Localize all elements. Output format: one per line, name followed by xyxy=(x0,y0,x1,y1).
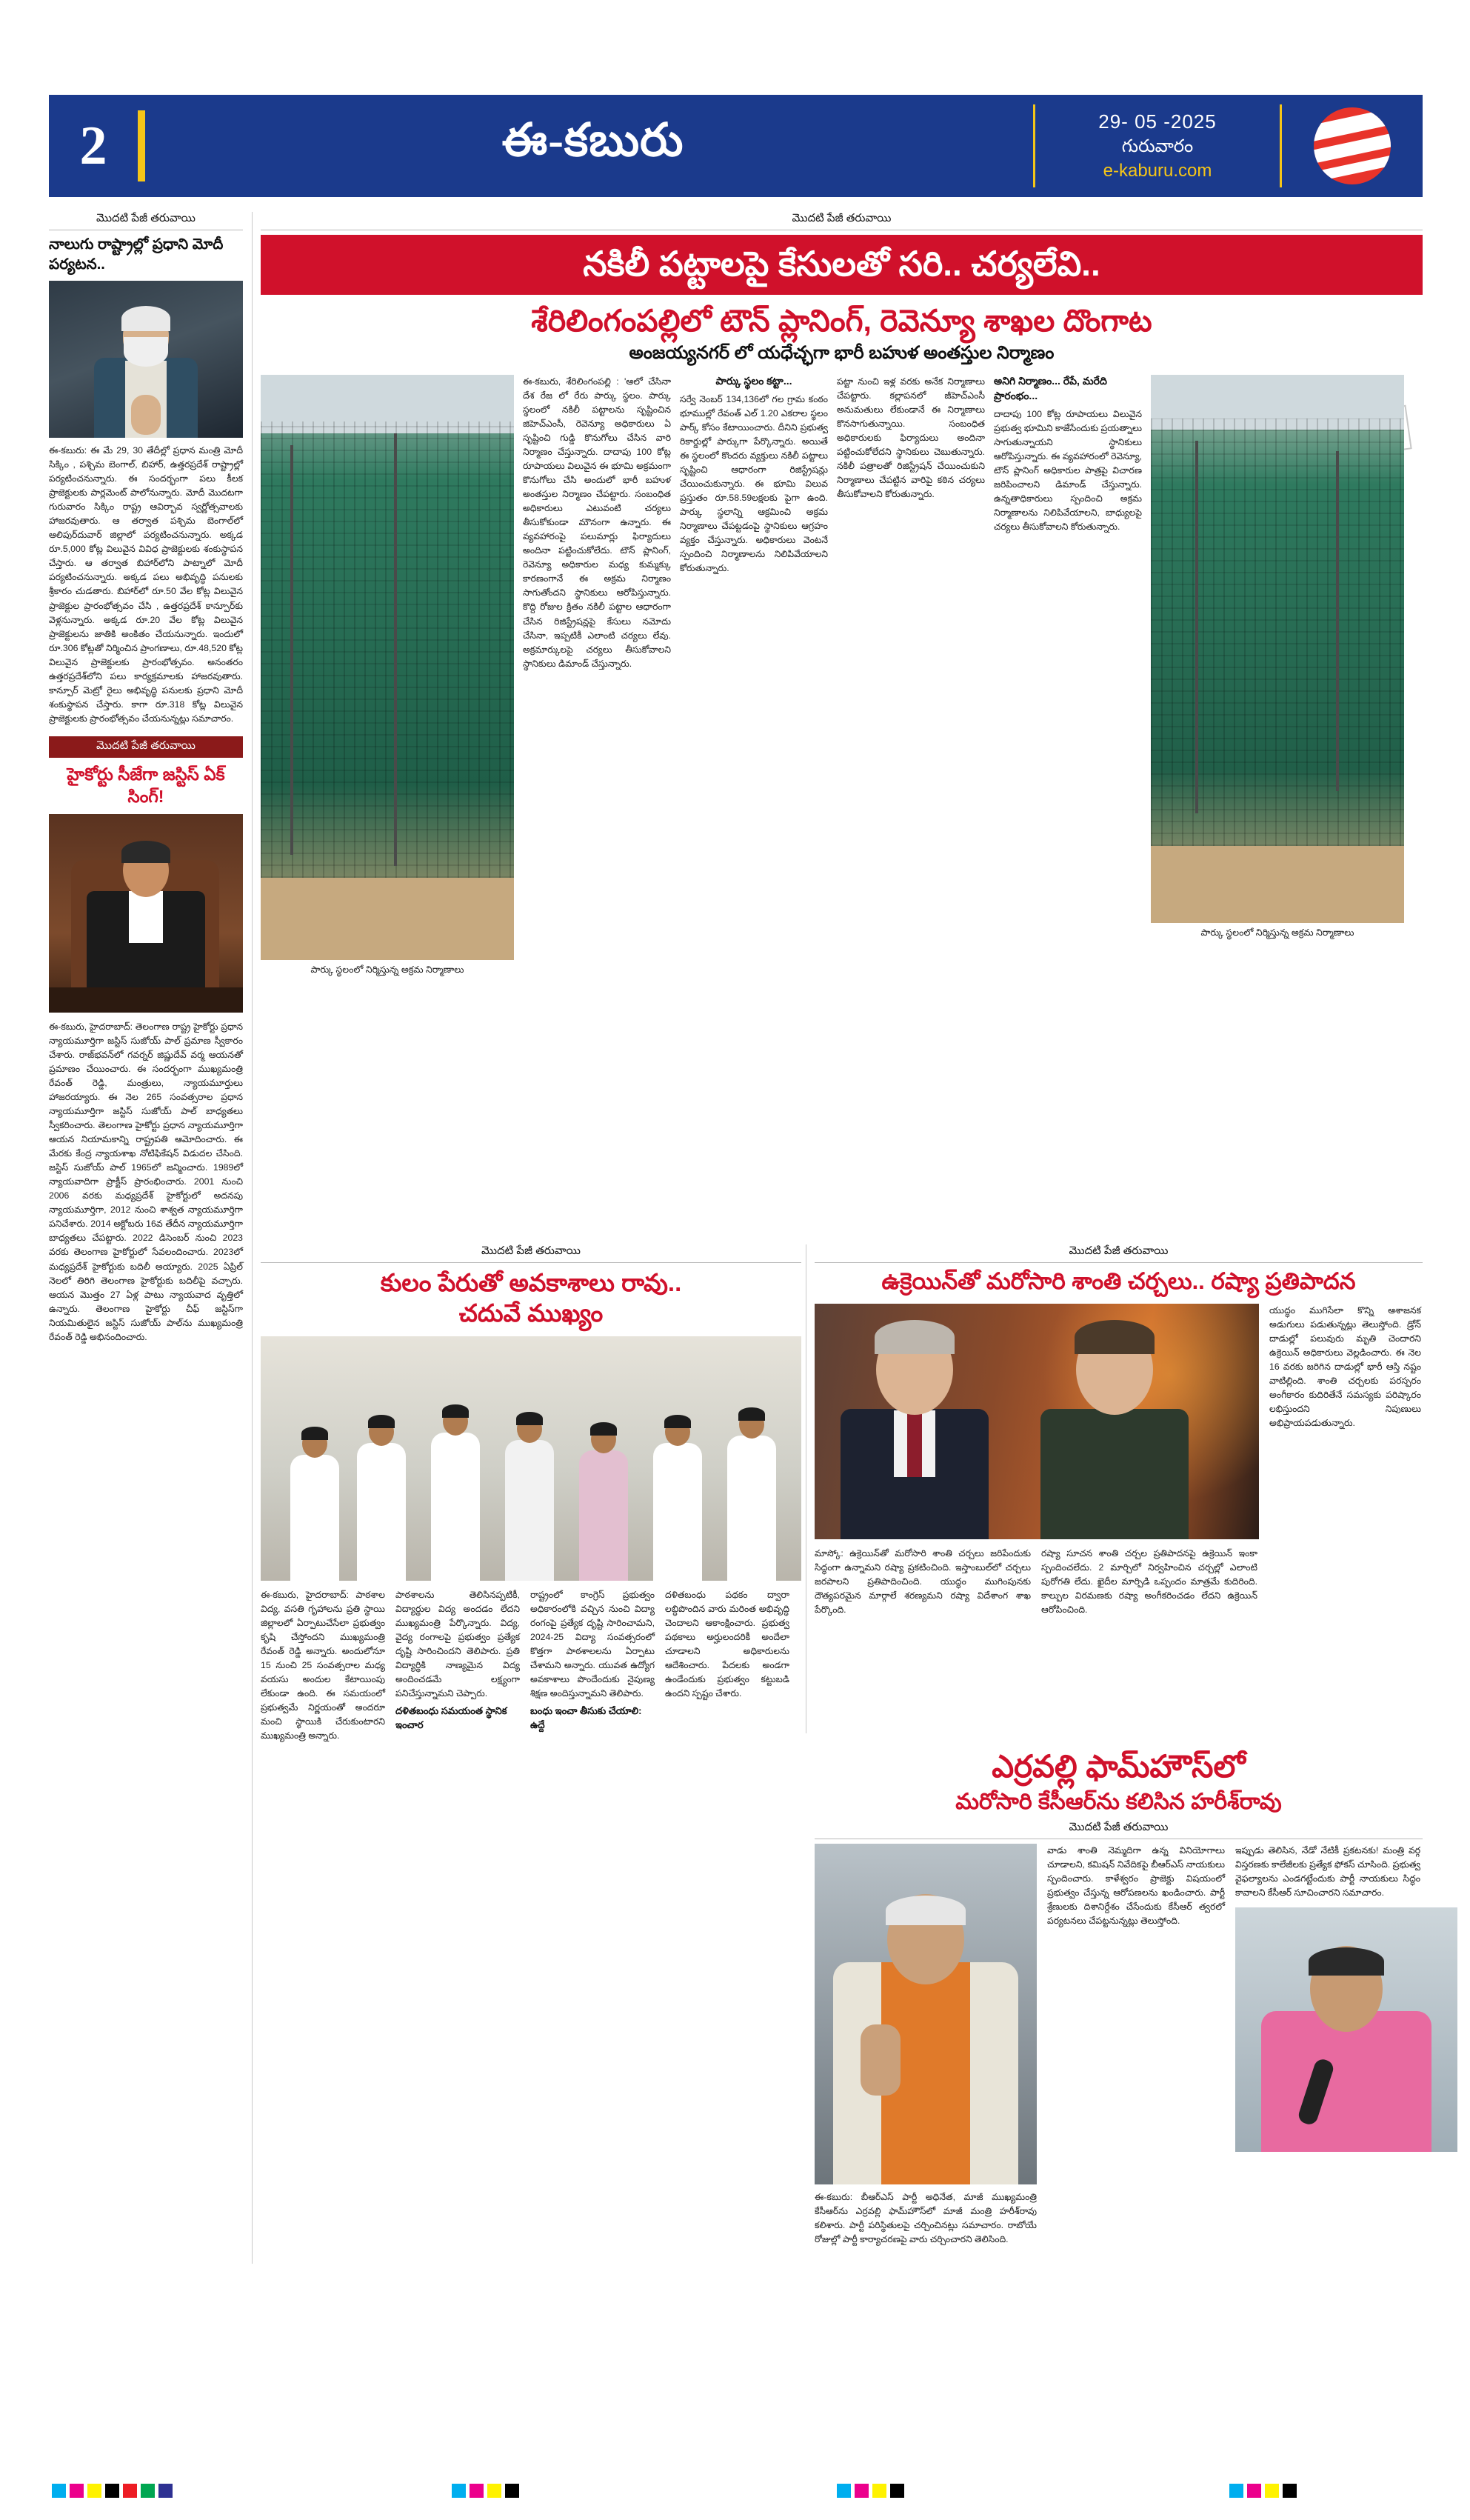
education-col-3-wrap xyxy=(530,1588,655,1744)
sidebar-body-text: ఈ-కబురు: ఈ మే 29, 30 తేదీల్లో ప్రధాన మంత్రి మోదీ సిక్కిం , పశ్చిమ బెంగాల్, బిహార్, ఉత్తరప్రదేశ్ రాష్ట్రాల్లో పర్యటించనున్నారు. ఈ సందర్భంగా పలు కీలక ప్రాజెక్టులకు పార్లమెంట్ పాలోనున్నారు. మోదీ మొదటగా గురువారం సిక్కిం రాష్ట్ర ఆవిర్భావ స్వర్ణోత్సవాలకు హాజరవుతారు. ఆ తర్వాత పశ్చిమ బెంగాల్‌లో ఆలిపుర్‌దువార్‌ జిల్లాలో పర్యటించనున్నారు. అక్కడ రూ.5,000 కోట్ల విలువైన వివిధ ప్రాజెక్టులకు శంకుస్థాపన చేస్తారు. ఆ తర్వాత బిహార్‌లోని పాట్నాలో మోదీ పర్యటించనున్నారు. అక్కడ పలు అభివృద్ధి పనులకు శ్రీకారం చుడతారు. బిహార్‌లో రూ.50 వేల కోట్ల విలువైన ప్రాజెక్టుల ప్రారంభోత్సవం చేసి , ఉత్తరప్రదేశ్ కాన్పూర్‌కు వెళ్లనున్నారు. అక్కడ రూ.20 వేల కోట్ల విలువైన ప్రాజెక్టులను జాతికి అంకితం చేయనున్నారు. ఇందులో రూ.306 కోట్లతో నిర్మించిన ప్రాంగణాలు, రూ.48,520 కోట్ల విలువైన ప్రాజెక్టులకు ప్రారంభోత్సవం. అనంతరం ఉత్తరప్రదేశ్‌లోని పలు కార్యక్రమాలకు హాజరవుతారు. కాన్పూర్‌ మెట్రో రైలు అభివృద్ధి పనులకు ప్రధాని మోదీ శంకుస్థాపన చేస్తారు. కాగా రూ.318 కోట్ల విలువైన ప్రాజెక్టులకు ప్రారంభోత్సవం చేయనున్నట్లు సమాచారం. xyxy=(49,445,243,724)
main-col-3: పట్టా నుంచి ఇళ్ల వరకు అనేక నిర్మాణాలు చేపట్టారు. కల్లాపనలో జీహెచ్ఎంసీ అనుమతులు లేకుండానే ఈ నిర్మాణాలు కొనసాగుతున్నాయి. సంబంధిత అధికారులకు ఫిర్యాదులు అందినా పట్టించుకోలేదని స్థానికులు చెబుతున్నారు. నకిలీ పత్రాలతో రిజిస్ట్రేషన్ చేయించుకుని నిర్మాణాలు చేపట్టిన వారిపై కఠిన చర్యలు తీసుకోవాలని కోరుతున్నారు. xyxy=(837,376,985,500)
main-col-2-subhead: పార్కు స్థలం కట్టా... xyxy=(715,374,792,387)
education-col-2-wrap xyxy=(395,1588,520,1744)
ukraine-col-3: యుద్ధం ముగిసేలా కొన్ని ఆశాజనక అడుగులు పడుతున్నట్లు తెలుస్తోంది. డ్రోన్ దాడుల్లో పలువురు మృతి చెందారని ఉక్రెయిన్ అధికారులు వెల్లడించారు. ఈ నెల 16 వరకు జరిగిన దాడుల్లో భారీ ఆస్తి నష్టం వాటిల్లింది. శాంతి చర్చలకు పరస్పరం అంగీకారం కుదిరితేనే సమస్యకు పరిష్కారం లభిస్తుందని నిపుణులు అభిప్రాయపడుతున్నారు. xyxy=(1269,1304,1421,1429)
education-col-4: దళితబంధు పథకం ద్వారా లబ్ధిపొందిన వారు మరింత అభివృద్ధి చెందాలని ఆకాంక్షించారు. ప్రభుత్వ పథకాలు అర్హులందరికీ అందేలా చూడాలని అధికారులను ఆదేశించారు. పేదలకు అండగా ఉండేందుకు ప్రభుత్వం కట్టుబడి ఉందని స్పష్టం చేశారు. xyxy=(665,1589,789,1699)
kcr-photo-wrap xyxy=(815,1844,1037,2247)
registration-marks-center-left xyxy=(452,2484,519,2498)
construction-photo-left xyxy=(261,375,514,960)
date-block xyxy=(1033,104,1282,187)
page-number: 2 xyxy=(79,115,107,176)
ukraine-bottom-row xyxy=(815,1547,1423,1617)
putin-zelensky-photo xyxy=(815,1304,1259,1539)
website-url[interactable]: e-kaburu.com xyxy=(1103,160,1212,181)
main-col-4-subhead: అనిగి నిర్మాణం... రేపే, మరేది ప్రారంభం... xyxy=(994,374,1107,401)
education-headline: కులం పేరుతో అవకాశాలు రావు.. xyxy=(380,1269,682,1296)
main-story xyxy=(261,212,1423,978)
farmhouse-col-3-wrap xyxy=(1235,1844,1420,2247)
education-col-1: ఈ-కబురు, హైదరాబాద్: పాఠశాల విద్య, వసతి గృహాలను ప్రతి స్థాయి జిల్లాలలో ఏర్పాటుచేసేలా ప్రభుత్వం కృషి చేస్తోందని ముఖ్యమంత్రి రేవంత్ రెడ్డి అన్నారు. అందులోనూ 15 నుంచి 25 సంవత్సరాల మధ్య వయసు అందుల కేటాయింపు లేకుండా ఉంది. ఈ సమయంలో ప్రభుత్వమే నిర్ణయంతో అందరూ మంచి స్థాయికి చేరుకుంటారని ముఖ్యమంత్రి అన్నారు. xyxy=(261,1589,385,1741)
justice-photo xyxy=(49,814,243,1013)
ukraine-headline: ఉక్రెయిన్‌తో మరోసారి శాంతి చర్చలు.. రష్యా ప్రతిపాదన xyxy=(881,1268,1356,1294)
farmhouse-col-3: ఇప్పుడు తెలిసిన, నేడో నేటికీ ప్రకటనకు! మంత్రి వర్గ విస్తరణకు కాలేజీలకు ప్రత్యేక ఫోకస్ చూసింది. ప్రభుత్వ వైఫల్యాలను ఎండగట్టేందుకు పార్టీ నాయకులు సిద్ధం కావాలని కేసీఆర్ సూచించారని సమాచారం. xyxy=(1235,1844,1420,1899)
education-continued-label: మొదటి పేజీ తరువాయి xyxy=(261,1244,801,1263)
harish-rao-photo xyxy=(1235,1907,1457,2152)
caption-left: పార్కు స్థలంలో నిర్మిస్తున్న అక్రమ నిర్మాణాలు xyxy=(310,964,464,975)
masthead-divider xyxy=(138,110,145,181)
registration-marks-center-right xyxy=(837,2484,904,2498)
story-education xyxy=(261,1244,801,1743)
education-headline-2: చదువే ముఖ్యం xyxy=(458,1299,604,1327)
main-col-4: దాదాపు 100 కోట్ల రూపాయలు విలువైన ప్రభుత్వ భూమిని కాజేసేందుకు ప్రయత్నాలు సాగుతున్నాయని స్థానికులు ఆరోపిస్తున్నారు. ఈ వ్యవహారంలో రెవెన్యూ, టౌన్ ప్లానింగ్ అధికారుల పాత్రపై విచారణ జరిపించాలని డిమాండ్ చేస్తున్నారు. ఉన్నతాధికారులు స్పందించి అక్రమ నిర్మాణాలను నిలిపివేయాలని, బాధ్యులపై చర్యలు తీసుకోవాలని కోరుతున్నారు. xyxy=(994,408,1142,533)
farmhouse-col-1: ఈ-కబురు: బీఆర్ఎస్ పార్టీ అధినేత, మాజీ ముఖ్యమంత్రి కేసీఆర్‌ను ఎర్రవల్లి ఫామ్‌హౌస్‌లో మాజీ మంత్రి హరీశ్‌రావు కలిశారు. పార్టీ పరిస్థితులపై చర్చించినట్లు సమాచారం. రాబోయే రోజుల్లో పార్టీ కార్యాచరణపై వారు చర్చించారని తెలిసింది. xyxy=(815,2191,1037,2245)
education-columns xyxy=(261,1588,801,1744)
sidebar-lead-headline: నాలుగు రాష్ట్రాల్లో ప్రధాని మోదీ పర్యటన.. xyxy=(49,236,224,273)
main-col-4-wrap xyxy=(994,375,1142,978)
sidebar-headline-judge xyxy=(49,764,243,808)
left-sidebar xyxy=(49,212,243,1344)
sidebar-body-text-judge: ఈ-కబురు, హైదరాబాద్: తెలంగాణ రాష్ట్ర హైకోర్టు ప్రధాన న్యాయమూర్తిగా జస్టిస్ సుజోయ్‌ పాల్‌ ప్రమాణ స్వీకారం చేశారు. రాజ్‌భవన్‌లో గవర్నర్ జిష్ణుదేవ్ వర్మ ఆయనతో ప్రమాణం చేయించారు. ఈ సందర్భంగా ముఖ్యమంత్రి రేవంత్ రెడ్డి, మంత్రులు, న్యాయమూర్తులు హాజరయ్యారు. ఈ నెల 265 సంవత్సరాల ప్రధాన న్యాయమూర్తిగా జస్టిస్ సుజోయ్‌ పాల్‌ బాధ్యతలు స్వీకరించారు. తెలంగాణ హైకోర్టు ప్రధాన న్యాయమూర్తిగా ఆయన నియామకాన్ని రాష్ట్రపతి ఆమోదించారు. ఈ మేరకు కేంద్ర న్యాయశాఖ నోటిఫికేషన్ విడుదల చేసింది. జస్టిస్ సుజోయ్‌ పాల్‌ 1965లో జన్మించారు. 1989లో న్యాయవాదిగా ప్రాక్టీస్ ప్రారంభించారు. 2001 నుంచి 2006 వరకు మధ్యప్రదేశ్ హైకోర్టులో అదనపు న్యాయమూర్తిగా, 2012 నుంచి శాశ్వత న్యాయమూర్తిగా పనిచేశారు. 2014 అక్టోబరు 16వ తేదీన న్యాయమూర్తిగా బాధ్యతలు చేపట్టారు. 2022 డిసెంబర్ నుంచి 2023 వరకు తెలంగాణ హైకోర్టులో సేవలందించారు. 2023లో మధ్యప్రదేశ్ హైకోర్టుకు బదిలీ అయ్యారు. 2025 ఏప్రిల్ నెలలో తిరిగి తెలంగాణ హైకోర్టుకు బదిలీపై వచ్చారు. ఆయన మొత్తం 27 ఏళ్ల పాటు న్యాయవాద వృత్తిలో ఉన్నారు. తెలంగాణ హైకోర్టు చీఫ్ జస్టిస్‌గా నియమితులైన జస్టిస్ సుజోయ్‌ పాల్‌ను ముఖ్యమంత్రి రేవంత్ రెడ్డి అభినందించారు. xyxy=(49,1021,243,1342)
ukraine-top-row xyxy=(815,1304,1423,1539)
main-continued-label: మొదటి పేజీ తరువాయి xyxy=(261,212,1423,230)
registration-marks-left xyxy=(52,2484,173,2498)
ukraine-col-2: రష్యా సూచన శాంతి చర్చల ప్రతిపాదనపై ఉక్రెయిన్ ఇంకా స్పందించలేదు. 2 మార్చిలో నిర్వహించిన చర్చల్లో ఎలాంటి పురోగతి లేదు. ఖైదీల మార్పిడి ఒప్పందం మాత్రమే కుదిరింది. కాల్పుల విరమణకు రష్యా అంగీకరించడం లేదని ఉక్రెయిన్ ఆరోపించింది. xyxy=(1041,1547,1257,1615)
column-rule xyxy=(252,212,253,2264)
paper-title: ఈ-కబురు xyxy=(501,115,684,166)
farmhouse-headline: ఎర్రవల్లి ఫామ్‌హౌస్‌లో xyxy=(992,1749,1246,1784)
modi-figure xyxy=(90,306,201,438)
publication-date: 29- 05 -2025 xyxy=(1098,110,1217,133)
education-col-2: పాఠశాలను తెలిసినప్పటికీ, విద్యార్థుల విద్య అందడం లేదని ముఖ్యమంత్రి పేర్కొన్నారు. విద్య, వైద్య రంగాలపై ప్రభుత్వం ప్రత్యేక దృష్టి సారించిందని తెలిపారు. ప్రతి విద్యార్థికి నాణ్యమైన విద్య అందించడమే లక్ష్యంగా పనిచేస్తున్నామని చెప్పారు. xyxy=(395,1589,520,1699)
main-subheadline: శేరిలింగంపల్లిలో టౌన్ ప్లానింగ్, రెవెన్యూ శాఖల దొంగాట xyxy=(531,303,1152,338)
main-col-1: ఈ-కబురు, శేరిలింగంపల్లి : 'ఆలో చేసినా దేశ రేజ లో రేరు పార్కు స్థలం. పార్కు స్థలంలో నకిలీ పట్టాలను సృష్టించిన జిహెచ్ఎంసీ, రెవెన్యూ అధికారులు ఏ సృష్టించి గుడ్డి కొనుగోలు చేసిన వారి నిర్మాణం చేస్తున్నారు. దాదాపు 100 కోట్ల రూపాయలు విలువైన ఈ భూమి అక్రమంగా కొనుగోలు చేసి అందులో భారీ బహుళ అంతస్తుల నిర్మాణం చేపట్టారు. సంబంధిత అధికారులు ఎటువంటి చర్యలు తీసుకోకుండా మౌనంగా ఉన్నారు. ఈ వ్యవహారంపై పలుమార్లు ఫిర్యాదులు అందినా పట్టించుకోలేదు. టౌన్ ప్లానింగ్, రెవెన్యూ అధికారుల మధ్య కుమ్మక్కు కారణంగానే ఈ అక్రమ నిర్మాణం సాగుతోందని స్థానికులు ఆరోపిస్తున్నారు. కొద్ది రోజుల క్రితం నకిలీ పట్టాల ఆధారంగా చేసిన రిజిస్ట్రేషన్లపై కేసులు నమోదు చేసినా, ఇప్పటికీ ఎలాంటి చర్యలు లేవు. అక్రమార్కులపై చర్యలు తీసుకోవాలని స్థానికులు డిమాండ్ చేస్తున్నారు. xyxy=(523,376,671,669)
construction-photo-right xyxy=(1151,375,1404,923)
main-story-grid xyxy=(261,375,1423,978)
cm-meeting-photo xyxy=(261,1336,801,1581)
kcr-photo xyxy=(815,1844,1037,2184)
caption-right: పార్కు స్థలంలో నిర్మిస్తున్న అక్రమ నిర్మాణాలు xyxy=(1200,927,1354,938)
main-col-2: సర్వే నెంబర్ 134,136లో గల గ్రామ కంఠం భూముల్లో రేవంత్ ఎల్ 1.20 ఎకరాల స్థలం పార్క్ కోసం కేటాయించారు. దీనిని ప్రభుత్వ రికార్డుల్లో పార్కుగా పేర్కొన్నారు. అయితే ఈ స్థలంలో కొందరు వ్యక్తులు నకిలీ పట్టాలు సృష్టించి ఆధారంగా రిజిస్ట్రేషన్లు చేయించుకున్నారు. ఈ భూమి విలువ ప్రస్తుతం రూ.58.59లక్షలకు పైగా ఉంది. పార్కు స్థలాన్ని ఆక్రమించి అక్రమ నిర్మాణాలు చేపట్టడంపై స్థానికులు ఆగ్రహం వ్యక్తం చేస్తున్నారు. అధికారులు వెంటనే స్పందించి నిర్మాణాలను నిలిపివేయాలని కోరుతున్నారు. xyxy=(680,393,828,574)
education-col-3: రాష్ట్రంలో కాంగ్రెస్ ప్రభుత్వం అధికారంలోకి వచ్చిన నుంచి విద్యా రంగంపై ప్రత్యేక దృష్టి సారించామని, 2024-25 విద్యా సంవత్సరంలో కొత్తగా పాఠశాలలను ఏర్పాటు చేశామని అన్నారు. యువత ఉద్యోగ అవకాశాలు పొందేందుకు నైపుణ్య శిక్షణ అందిస్తున్నామని తెలిపారు. xyxy=(530,1589,655,1699)
registration-marks-right xyxy=(1229,2484,1297,2498)
continued-label: మొదటి పేజీ తరువాయి xyxy=(49,212,243,230)
story-ukraine xyxy=(815,1244,1423,1617)
continued-band: మొదటి పేజీ తరువాయి xyxy=(49,736,243,758)
main-col-2-wrap xyxy=(680,375,828,978)
education-col-2-subhead: దళితబంధు సమయంత స్థానిక ఇంచార xyxy=(395,1704,507,1730)
construction-photo-right-wrap xyxy=(1151,375,1404,978)
farmhouse-headline-2: మరోసారి కేసీఆర్‌ను కలిసిన హరీశ్‌రావు xyxy=(955,1790,1282,1815)
modi-photo xyxy=(49,281,243,438)
farmhouse-continued-label: మొదటి పేజీ తరువాయి xyxy=(815,1821,1423,1839)
ukraine-continued-label: మొదటి పేజీ తరువాయి xyxy=(815,1244,1423,1263)
e-kaburu-logo xyxy=(1314,107,1391,184)
logo-wrap xyxy=(1282,107,1423,184)
education-col-3-subhead: బంధు ఇంచా తీసుకు చేయాలి: ఉద్దే xyxy=(530,1704,642,1730)
story-farmhouse xyxy=(815,1748,1423,2247)
publication-day: గురువారం xyxy=(1121,136,1194,157)
main-headline: నకిలీ పట్టాలపై కేసులతో సరి.. చర్యలేవి.. xyxy=(261,235,1423,295)
farmhouse-col-2: వాడు శాంతి నెమ్మదిగా ఉన్న వినియోగాలు చూడాలని, కమిషన్ నివేదికపై బీఆర్ఎస్ నాయకులు స్పందించారు. కాళేశ్వరం ప్రాజెక్టు విషయంలో ప్రభుత్వం చేస్తున్న ఆరోపణలను ఖండించారు. పార్టీ శ్రేణులకు దిశానిర్దేశం చేసేందుకు కేసీఆర్ త్వరలో పర్యటనలు చేపట్టనున్నట్లు తెలుస్తోంది. xyxy=(1047,1844,1225,1927)
ukraine-col-1: మాస్కో: ఉక్రెయిన్‌తో మరోసారి శాంతి చర్చలు జరిపేందుకు సిద్ధంగా ఉన్నామని రష్యా ప్రకటించింది. ఇస్తాంబుల్‌లో చర్చలు జరపాలని ప్రతిపాదించింది. యుద్ధం ముగింపునకు దౌత్యపరమైన మార్గాలే శరణ్యమని రష్యా విదేశాంగ శాఖ పేర్కొంది. xyxy=(815,1547,1031,1615)
farmhouse-columns xyxy=(815,1844,1423,2247)
sidebar-headline-judge-text: హైకోర్టు సీజేగా జస్టిస్ ఏక్ సింగ్! xyxy=(67,764,225,806)
masthead xyxy=(49,95,1423,197)
construction-photo-left-wrap xyxy=(261,375,514,978)
main-subheadline-2: అంజయ్యనగర్ లో యధేచ్ఛగా భారీ బహుళ అంతస్తుల నిర్మాణం xyxy=(629,342,1055,363)
